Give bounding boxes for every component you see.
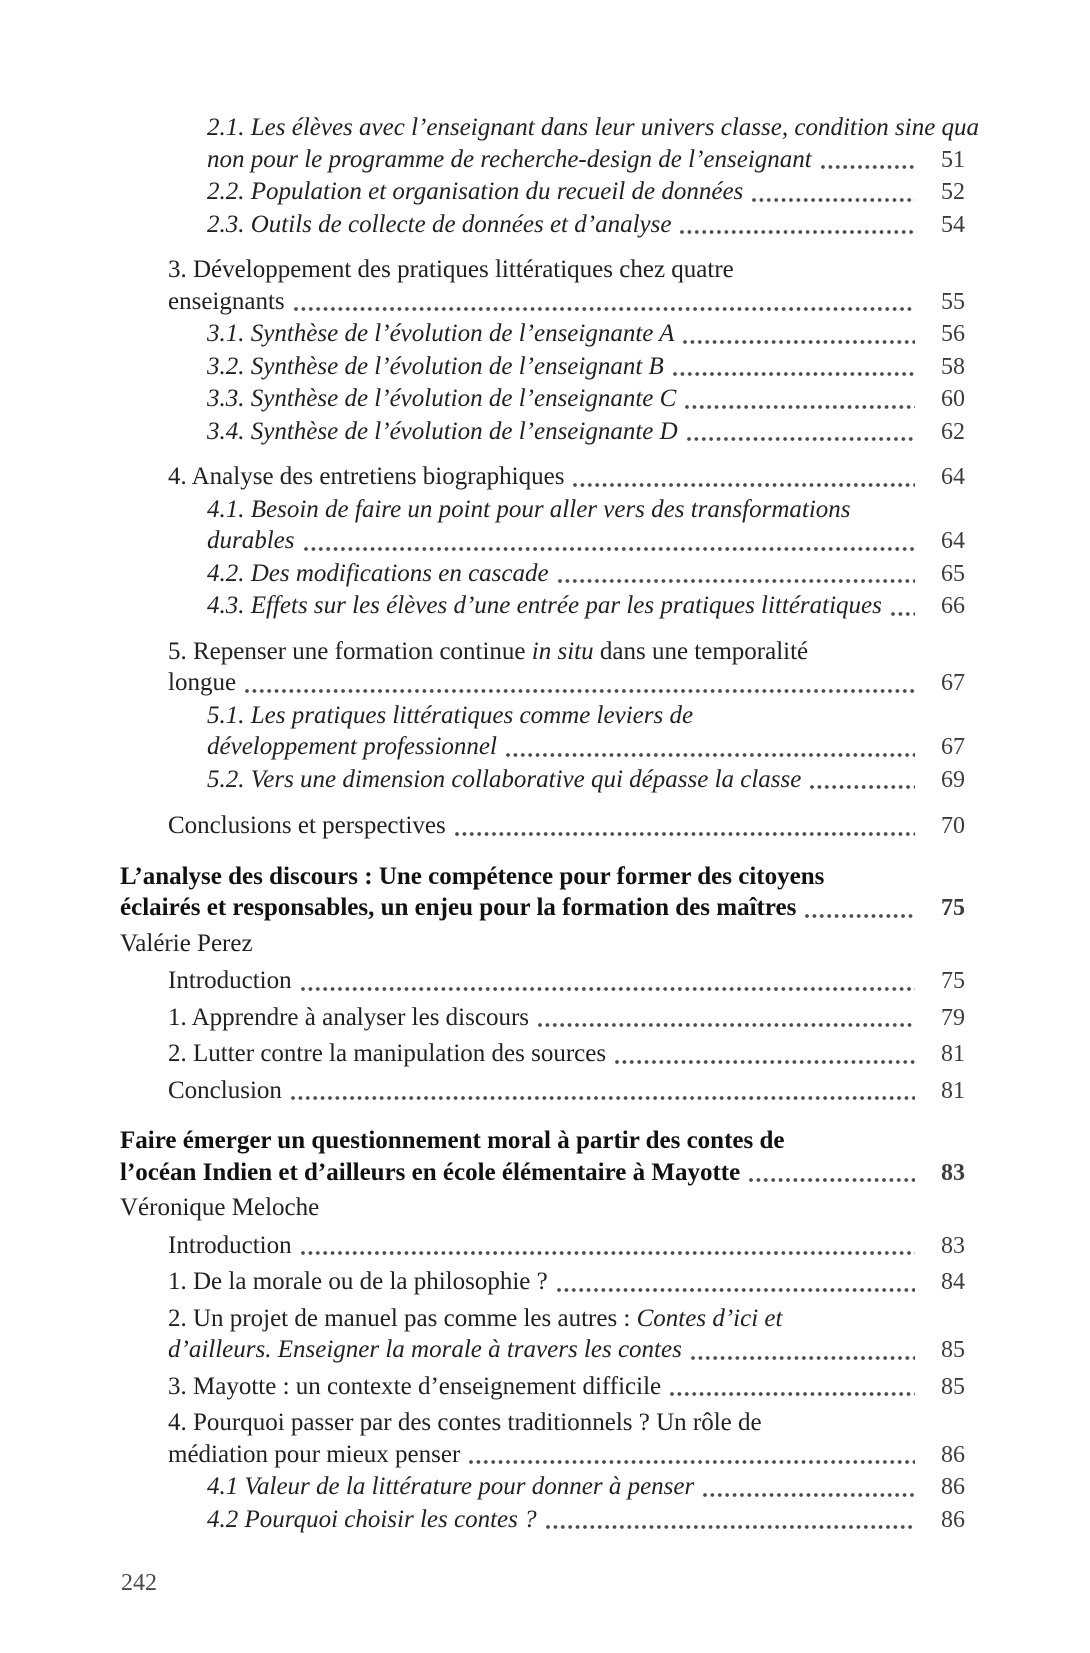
toc-line-text: [168, 1230, 292, 1262]
toc-text: l’océan Indien et d’ailleurs en école élémentaire à Mayotte: [120, 1158, 741, 1186]
dot-leader: [703, 1493, 915, 1497]
toc-line: [120, 416, 965, 449]
toc-line: [120, 1371, 965, 1404]
toc-line: [120, 318, 965, 351]
dot-leader: [469, 1460, 915, 1464]
toc-line: [120, 286, 965, 319]
toc-text-italic: 2.3. Outils de collecte de données et d’analyse: [207, 210, 672, 238]
toc-line-text: [207, 525, 295, 557]
toc-line: [120, 494, 965, 526]
toc-line-text: [207, 764, 801, 796]
toc-text-italic: 2.1. Les élèves avec l’enseignant dans leur univers classe, condition sine qua: [207, 114, 980, 141]
toc-text: 3. Mayotte : un contexte d’enseignement difficile: [168, 1372, 662, 1400]
dot-leader: [301, 1251, 915, 1255]
toc-text: dans une temporalité: [593, 637, 809, 665]
toc-line: [120, 254, 965, 286]
toc-line: [120, 700, 965, 732]
toc-text: L’analyse des discours : Une compétence pour former des citoyens: [120, 862, 825, 890]
toc-line: [120, 590, 965, 623]
toc-text: 1. De la morale ou de la philosophie ?: [168, 1268, 548, 1295]
toc-text-italic: durables: [207, 527, 295, 554]
dot-leader: [680, 230, 915, 234]
toc-line-text: [168, 1002, 529, 1034]
dot-leader: [670, 1392, 915, 1396]
toc-line-text: [207, 558, 549, 590]
toc-line-text: [207, 112, 979, 144]
toc-text: 5. Repenser une formation continue: [168, 637, 532, 665]
toc-line-text: [168, 1334, 682, 1366]
dot-leader: [301, 987, 915, 991]
toc-page-number: 75: [941, 968, 965, 994]
toc-text: Conclusions et perspectives: [168, 812, 446, 839]
toc-line-text: [120, 1157, 740, 1189]
dot-leader: [685, 405, 915, 409]
toc-text: éclairés et responsables, un enjeu pour la formation des maîtres: [120, 894, 797, 921]
toc-text-italic: 3.1. Synthèse de l’évolution de l’enseignante A: [207, 320, 675, 347]
footer-page-number: 242: [121, 1570, 157, 1596]
toc-line-text: [207, 1504, 537, 1536]
toc-line-text: [168, 810, 446, 842]
toc-line: [120, 636, 965, 668]
dot-leader: [891, 612, 915, 616]
toc-line-text: [207, 416, 678, 448]
toc-line-text: [207, 351, 664, 383]
toc-text: Valérie Perez: [120, 929, 253, 957]
toc-line: [120, 1504, 965, 1537]
toc-line-text: [168, 1407, 762, 1439]
toc-line-text: [207, 731, 497, 763]
toc-line-text: [207, 144, 812, 176]
dot-leader: [506, 753, 915, 757]
toc-line-text: [168, 965, 292, 997]
toc-page-number: 70: [941, 813, 965, 839]
dot-leader: [291, 1096, 915, 1100]
toc-page-number: 86: [941, 1474, 965, 1500]
toc-text: 3. Développement des pratiques littératiques chez quatre: [168, 256, 734, 283]
toc-page-number: 67: [941, 734, 965, 760]
toc-line-text: [168, 254, 734, 286]
toc-text-italic: développement professionnel: [207, 733, 497, 760]
toc-line: [120, 1266, 965, 1299]
toc-page-number: 56: [941, 321, 965, 347]
toc-line-text: [207, 318, 674, 350]
toc-text-italic: 2.2. Population et organisation du recueil de données: [207, 178, 744, 205]
toc-line: [120, 1125, 965, 1157]
toc-line: [120, 112, 980, 144]
toc-page-number: 64: [941, 528, 965, 554]
toc-page-number: 85: [941, 1373, 965, 1400]
toc-page-number: 52: [941, 179, 965, 205]
toc-line: [120, 1230, 965, 1263]
toc-line: [120, 1439, 965, 1472]
toc-line: [120, 1157, 965, 1190]
toc-text: Introduction: [168, 967, 292, 994]
toc-text-italic: 5.2. Vers une dimension collaborative qui dépasse la classe: [207, 765, 802, 793]
toc-line: [120, 1075, 965, 1108]
toc-line-text: [168, 1075, 282, 1107]
toc-page-number: 81: [941, 1077, 965, 1104]
dot-leader: [558, 579, 915, 583]
toc-text: enseignants: [168, 287, 285, 315]
toc-line: [120, 928, 965, 960]
toc-page-number: 81: [941, 1041, 965, 1067]
toc-text-italic: 4.2. Des modifications en cascade: [207, 559, 549, 587]
toc-page-number: 83: [941, 1232, 965, 1259]
toc-line-text: [207, 383, 676, 415]
toc-page-number: 62: [941, 418, 965, 445]
toc-text: médiation pour mieux penser: [168, 1440, 461, 1468]
toc-line-text: [120, 1125, 785, 1157]
toc-line-text: [120, 1192, 319, 1224]
toc-line: [120, 1038, 965, 1071]
toc-line: [120, 1192, 965, 1224]
toc-line-text: [168, 286, 285, 318]
toc-line: [120, 1303, 965, 1335]
toc-text-italic: 4.2 Pourquoi choisir les contes ?: [207, 1505, 537, 1533]
toc-text: 4. Pourquoi passer par des contes traditionnels ? Un rôle de: [168, 1409, 762, 1436]
toc-text-italic: 3.4. Synthèse de l’évolution de l’enseignante D: [207, 417, 678, 445]
toc-line-text: [120, 861, 824, 893]
toc-page-number: 79: [941, 1004, 965, 1031]
toc-line-text: [168, 1266, 548, 1298]
dot-leader: [455, 832, 915, 836]
toc-text-italic: Contes d’ici et: [636, 1304, 783, 1332]
toc-line: [120, 667, 965, 700]
dot-leader: [615, 1060, 915, 1064]
toc-line: [120, 892, 965, 925]
toc-line: [120, 383, 965, 416]
dot-leader: [805, 914, 915, 918]
toc-text: 1. Apprendre à analyser les discours: [168, 1003, 529, 1031]
toc-text-italic: 3.2. Synthèse de l’évolution de l’enseignant B: [207, 352, 664, 380]
toc-text: Conclusion: [168, 1076, 282, 1104]
toc-page-number: 85: [941, 1337, 965, 1363]
dot-leader: [673, 372, 915, 376]
toc-page-number: 86: [941, 1441, 965, 1468]
toc-page-number: 54: [941, 211, 965, 238]
dot-leader: [749, 1178, 915, 1182]
toc-text: Véronique Meloche: [120, 1194, 320, 1221]
toc-text: 2. Lutter contre la manipulation des sources: [168, 1040, 607, 1067]
toc-line: [120, 1334, 965, 1367]
toc-text-italic: 3.3. Synthèse de l’évolution de l’enseignante C: [207, 385, 677, 412]
toc-text-italic: in situ: [531, 637, 594, 665]
toc-line-text: [168, 1038, 606, 1070]
toc-line-text: [168, 1303, 782, 1335]
toc-line-text: [168, 1439, 460, 1471]
toc-line: [120, 764, 965, 797]
dot-leader: [245, 689, 915, 693]
toc-page-number: 69: [941, 766, 965, 793]
dot-leader: [691, 1356, 915, 1360]
toc-text-italic: d’ailleurs. Enseigner la morale à travers les contes: [168, 1336, 682, 1363]
toc-text: Introduction: [168, 1231, 292, 1259]
toc-line: [120, 525, 965, 558]
toc-line: [120, 810, 965, 843]
toc-page-number: 55: [941, 288, 965, 315]
toc-text: 4. Analyse des entretiens biographiques: [168, 463, 565, 490]
toc-line-text: [207, 590, 882, 622]
toc-line: [120, 1471, 965, 1504]
toc-line: [120, 209, 965, 242]
toc-line-text: [207, 700, 693, 732]
toc-line-text: [168, 667, 236, 699]
dot-leader: [573, 483, 915, 487]
toc-line: [120, 1002, 965, 1035]
toc-line: [120, 861, 965, 893]
toc: [120, 112, 980, 1536]
toc-text: 2. Un projet de manuel pas comme les autres :: [168, 1304, 637, 1332]
toc-page-number: 84: [941, 1269, 965, 1295]
toc-line-text: [168, 636, 808, 668]
toc-line-text: [168, 461, 564, 493]
dot-leader: [294, 307, 915, 311]
toc-line: [120, 731, 965, 764]
toc-page-number: 51: [941, 146, 965, 173]
toc-line-text: [207, 494, 851, 526]
toc-page-number: 83: [941, 1159, 965, 1186]
toc-line-text: [207, 176, 743, 208]
toc-text-italic: 4.1. Besoin de faire un point pour aller vers des transformations: [207, 495, 851, 523]
toc-page-number: 86: [941, 1506, 965, 1533]
dot-leader: [304, 547, 916, 551]
toc-line: [120, 1407, 965, 1439]
toc-page-number: 64: [941, 464, 965, 490]
toc-text: Faire émerger un questionnement moral à partir des contes de: [120, 1127, 785, 1154]
toc-line: [120, 965, 965, 998]
toc-line-text: [120, 928, 253, 960]
toc-line: [120, 351, 965, 384]
toc-line: [120, 461, 965, 494]
toc-page-number: 66: [941, 593, 965, 619]
toc-line-text: [168, 1371, 661, 1403]
toc-line-text: [207, 1471, 694, 1503]
toc-text-italic: 4.1 Valeur de la littérature pour donner à penser: [207, 1473, 695, 1500]
dot-leader: [546, 1525, 915, 1529]
toc-text-italic: 5.1. Les pratiques littératiques comme leviers de: [207, 701, 694, 729]
toc-text-italic: 4.3. Effets sur les élèves d’une entrée par les pratiques littératiques: [207, 592, 882, 619]
dot-leader: [557, 1288, 915, 1292]
toc-page-number: 67: [941, 670, 965, 696]
dot-leader: [538, 1023, 915, 1027]
toc-page-number: 75: [941, 895, 965, 921]
toc-line-text: [207, 209, 671, 241]
toc-line-text: [120, 892, 796, 924]
toc-page-number: 60: [941, 386, 965, 412]
dot-leader: [687, 437, 915, 441]
toc-line: [120, 144, 965, 177]
toc-line: [120, 176, 965, 209]
toc-page-number: 65: [941, 560, 965, 587]
dot-leader: [683, 340, 915, 344]
toc-line: [120, 558, 965, 591]
toc-page-number: 58: [941, 353, 965, 380]
dot-leader: [810, 785, 915, 789]
dot-leader: [752, 198, 915, 202]
toc-text-italic: non pour le programme de recherche-design de l’enseignant: [207, 145, 812, 173]
dot-leader: [821, 165, 915, 169]
toc-text: longue: [168, 669, 237, 696]
